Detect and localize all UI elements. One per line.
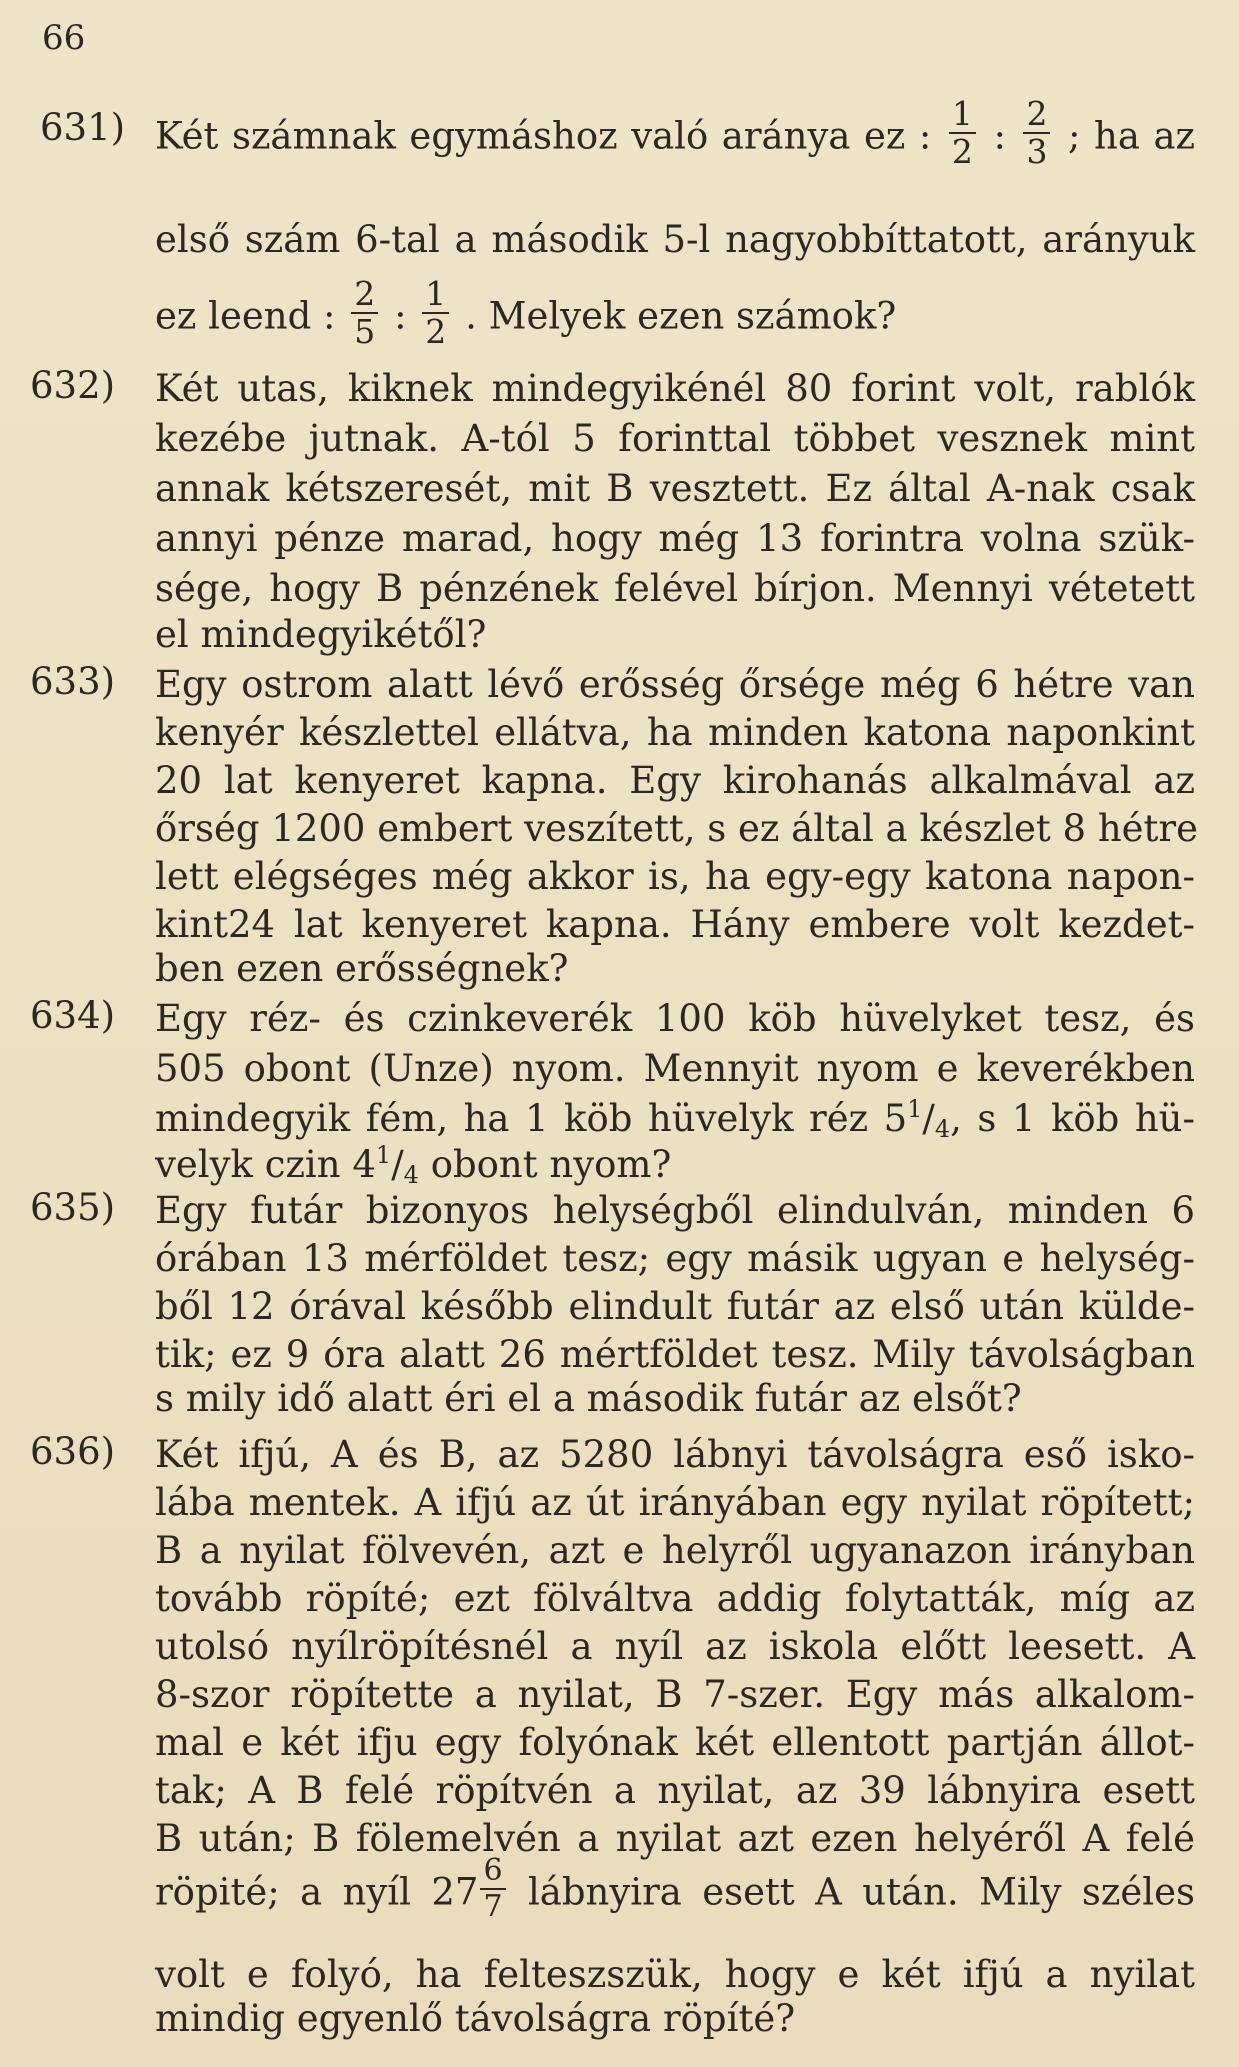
problem-line: tovább röpíté; ezt fölváltva addig folytatták, míg az [155, 1577, 1195, 1620]
problem-line: kezébe jutnak. A-tól 5 forinttal többet vesznek mint [155, 417, 1195, 460]
fraction: $\frac{1}{2}$ [422, 276, 449, 350]
problem-line: annak kétszeresét, mit B vesztett. Ez által A-nak csak [155, 467, 1195, 510]
problem-line: tak; A B felé röpítvén a nyilat, az 39 lábnyira esett [155, 1769, 1195, 1812]
problem-line: kenyér készlettel ellátva, ha minden katona naponkint [155, 711, 1195, 754]
problem-line: s mily idő alatt éri el a második futár az elsőt? [155, 1377, 1022, 1420]
problem-number: 632) [30, 364, 116, 407]
problem-line: mindig egyenlő távolságra röpíté? [155, 1997, 796, 2040]
page-number: 66 [42, 18, 86, 58]
fraction: $\frac{2}{3}$ [1023, 96, 1050, 170]
problem-line: velyk czin $4^1/_4$ obont nyom? [155, 1141, 672, 1189]
problem-line: 8-szor röpítette a nyilat, B 7-szer. Egy más alkalom- [155, 1673, 1195, 1716]
problem-line: Két utas, kiknek mindegyikénél 80 forint volt, rablók [155, 367, 1195, 410]
problem-line: 20 lat kenyeret kapna. Egy kirohanás alkalmával az [155, 759, 1195, 802]
problem-line: sége, hogy B pénzének felével bírjon. Mennyi vétetett [155, 567, 1195, 610]
problem-line: volt e folyó, ha felteszszük, hogy e két ifjú a nyilat [155, 1953, 1195, 1996]
problem-line: első szám 6-tal a második 5-l nagyobbíttatott, arányuk [155, 218, 1195, 261]
problem-line: Egy futár bizonyos helységből elindulván, minden 6 [155, 1189, 1195, 1232]
problem-line: őrség 1200 embert veszített, s ez által a készlet 8 hétre [155, 807, 1199, 850]
problem-line: Két számnak egymáshoz való aránya ez : $\frac{1}{2}$ : $\frac{2}{3}$ ; ha az [155, 94, 1195, 171]
problem-line: ez leend : $\frac{2}{5}$ : $\frac{1}{2}$ . Melyek ezen számok? [155, 274, 897, 351]
problem-number: 635) [30, 1186, 116, 1229]
problem-line: ből 12 órával később elindult futár az első után külde- [155, 1285, 1195, 1328]
problem-line: B után; B fölemelvén a nyilat azt ezen helyéről A felé [155, 1817, 1195, 1860]
problem-number: 633) [30, 660, 116, 703]
problem-number: 636) [30, 1430, 116, 1473]
problem-line: kint24 lat kenyeret kapna. Hány embere volt kezdet- [155, 903, 1195, 946]
problem-number: 634) [30, 994, 116, 1037]
fraction: $\frac{2}{5}$ [351, 276, 378, 350]
problem-line: 505 obont (Unze) nyom. Mennyit nyom e keverékben [155, 1047, 1195, 1090]
problem-line: tik; ez 9 óra alatt 26 mértföldet tesz. Mily távolságban [155, 1333, 1195, 1376]
fraction: $\frac{6}{7}$ [480, 1854, 505, 1924]
problem-line: Egy ostrom alatt lévő erősség őrsége még 6 hétre van [155, 663, 1195, 706]
problem-line: lett elégséges még akkor is, ha egy-egy katona napon- [155, 855, 1195, 898]
fraction: $\frac{1}{2}$ [949, 96, 976, 170]
problem-line: annyi pénze marad, hogy még 13 forintra volna szük- [155, 517, 1195, 560]
problem-line: el mindegyikétől? [155, 613, 487, 656]
problem-line: Egy réz- és czinkeverék 100 köb hüvelyket tesz, és [155, 997, 1195, 1040]
problem-line: Két ifjú, A és B, az 5280 lábnyi távolságra eső isko- [155, 1433, 1195, 1476]
problem-line: ben ezen erősségnek? [155, 947, 569, 990]
problem-line: röpité; a nyíl 27 $\frac{6}{7}$ lábnyira esett A után. Mily széles [155, 1853, 1195, 1924]
problem-line: B a nyilat fölvevén, azt e helyről ugyanazon irányban [155, 1529, 1195, 1572]
problem-line: mindegyik fém, ha 1 köb hüvelyk réz $5^1/_4$, s 1 köb hü- [155, 1095, 1195, 1143]
problem-line: mal e két ifju egy folyónak két ellentott partján állot- [155, 1721, 1195, 1764]
problem-number: 631) [40, 106, 126, 149]
problem-line: lába mentek. A ifjú az út irányában egy nyilat röpített; [155, 1481, 1195, 1524]
problem-line: órában 13 mérföldet tesz; egy másik ugyan e helység- [155, 1237, 1195, 1280]
problem-line: utolsó nyílröpítésnél a nyíl az iskola előtt leesett. A [155, 1625, 1195, 1668]
